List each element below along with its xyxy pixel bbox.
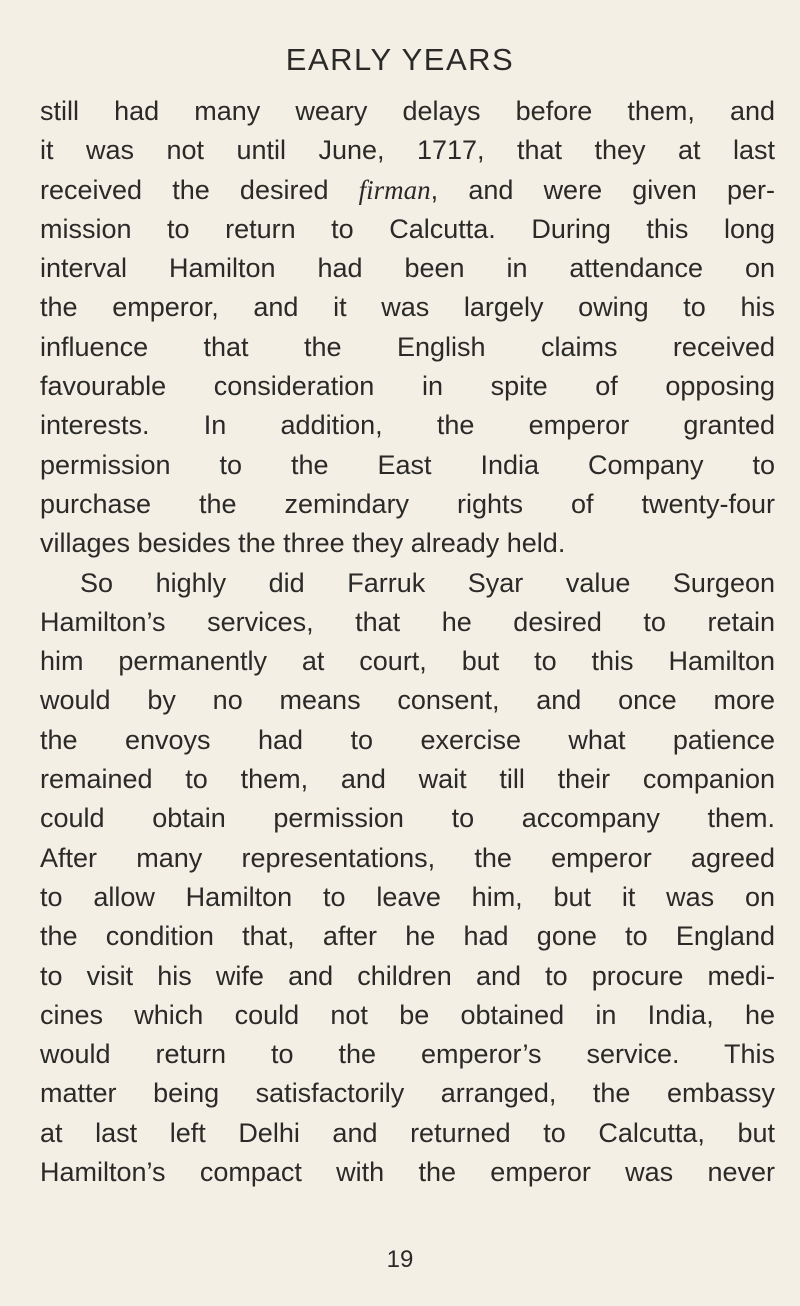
text-line: could obtain permission to accompany them.	[40, 803, 775, 834]
text-line: Hamilton’s services, that he desired to retain	[40, 606, 775, 637]
text-line: interests. In addition, the emperor granted	[40, 410, 775, 441]
text-line: After many representations, the emperor agreed	[40, 842, 775, 873]
text-line: interval Hamilton had been in attendance on	[40, 253, 775, 284]
text-line: favourable consideration in spite of opposing	[40, 371, 775, 402]
text-line: the condition that, after he had gone to England	[40, 921, 775, 952]
italic-term-firman: firman	[358, 174, 431, 205]
text-run: , and were given per-	[430, 174, 775, 205]
text-line: permission to the East India Company to	[40, 449, 775, 480]
text-line: it was not until June, 1717, that they at last	[40, 135, 775, 166]
text-line: at last left Delhi and returned to Calcutta, but	[40, 1117, 775, 1148]
body-text	[40, 92, 775, 1192]
text-line: would return to the emperor’s service. This	[40, 1039, 775, 1070]
text-line: the envoys had to exercise what patience	[40, 724, 775, 755]
text-line: mission to return to Calcutta. During this long	[40, 213, 775, 244]
text-line: matter being satisfactorily arranged, the embassy	[40, 1078, 775, 1109]
text-line: would by no means consent, and once more	[40, 685, 775, 716]
text-line: remained to them, and wait till their companion	[40, 764, 775, 795]
text-line: influence that the English claims received	[40, 331, 775, 362]
text-line: Hamilton’s compact with the emperor was never	[40, 1157, 775, 1188]
text-run: received the desired	[40, 174, 359, 205]
text-line: to allow Hamilton to leave him, but it was on	[40, 881, 775, 912]
text-line-paragraph-end: villages besides the three they already held.	[40, 528, 566, 559]
text-line: him permanently at court, but to this Hamilton	[40, 646, 775, 677]
page-number: 19	[386, 1246, 414, 1273]
text-line: still had many weary delays before them, and	[40, 96, 775, 126]
running-head: EARLY YEARS	[285, 42, 515, 77]
text-line-paragraph-start: So highly did Farruk Syar value Surgeon	[80, 567, 775, 598]
text-line: purchase the zemindary rights of twenty-four	[40, 488, 775, 519]
text-line: the emperor, and it was largely owing to his	[40, 292, 775, 323]
text-line	[40, 171, 775, 210]
text-line: to visit his wife and children and to procure medi-	[40, 960, 775, 991]
text-line: cines which could not be obtained in India, he	[40, 999, 775, 1030]
